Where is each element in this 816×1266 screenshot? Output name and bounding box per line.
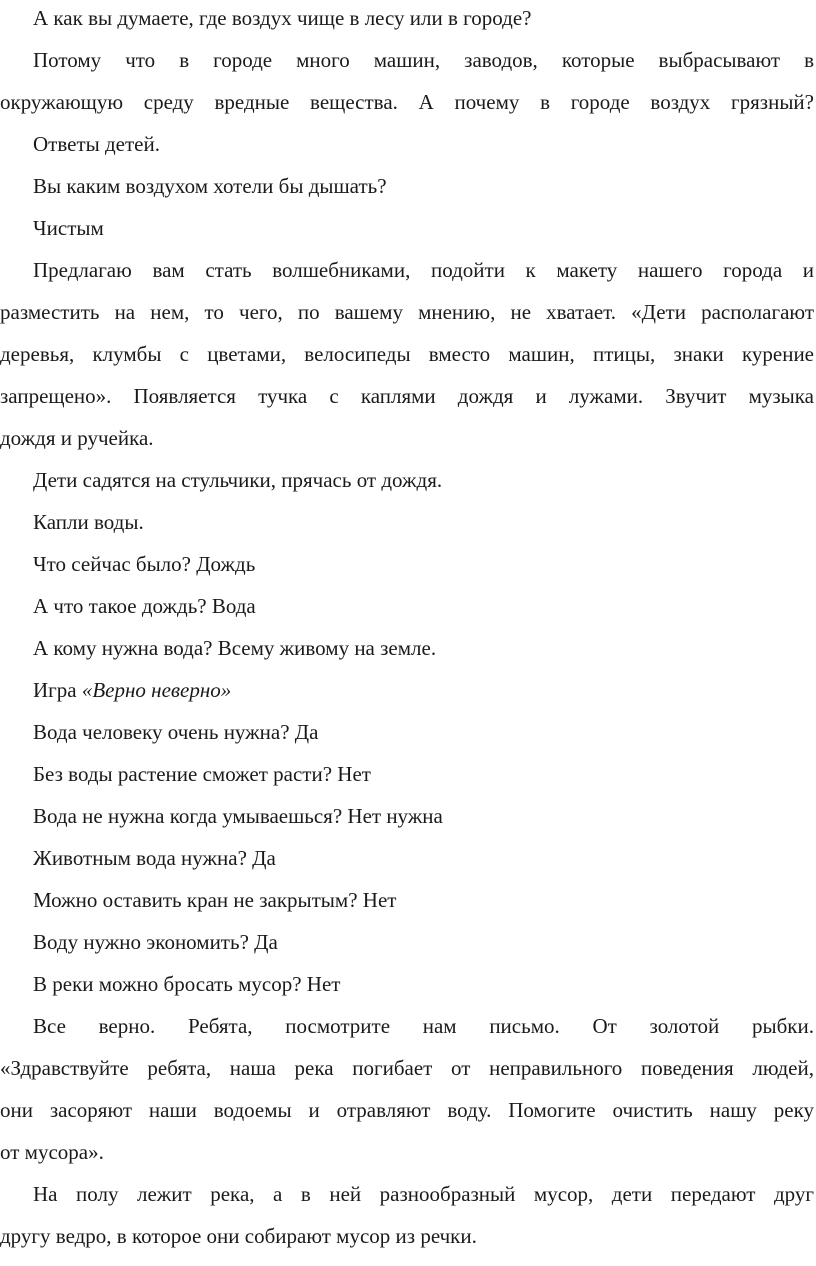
text-line: Предлагаю вам стать волшебниками, подойти к макету нашего города и (33, 258, 814, 282)
text-line: В реки можно бросать мусор? Нет (33, 972, 341, 996)
text-line: Вода человеку очень нужна? Да (33, 720, 319, 744)
text-line: На полу лежит река, а в ней разнообразный мусор, дети передают друг (33, 1182, 814, 1206)
text-line: Животным вода нужна? Да (33, 846, 276, 870)
text-line: деревья, клумбы с цветами, велосипеды вместо машин, птицы, знаки курение (0, 342, 814, 366)
text-line: Что сейчас было? Дождь (33, 552, 256, 576)
text-line: Дети садятся на стульчики, прячась от дождя. (33, 468, 443, 492)
text-line: Потому что в городе много машин, заводов, которые выбрасывают в (33, 48, 814, 72)
text-line: Вода не нужна когда умываешься? Нет нужна (33, 804, 443, 828)
text-line: запрещено». Появляется тучка с каплями дождя и лужами. Звучит музыка (0, 384, 814, 408)
game-label: Игра (33, 678, 77, 702)
text-line: Капли воды. (33, 510, 144, 534)
text-line: Воду нужно экономить? Да (33, 930, 278, 954)
game-name: «Верно неверно» (81, 678, 232, 702)
text-line: Без воды растение сможет расти? Нет (33, 762, 371, 786)
text-line: от мусора». (0, 1140, 104, 1164)
text-line: Чистым (33, 216, 104, 240)
text-line: дождя и ручейка. (0, 426, 154, 450)
text-line: другу ведро, в которое они собирают мусор из речки. (0, 1224, 477, 1248)
text-line: Вы каким воздухом хотели бы дышать? (33, 174, 387, 198)
text-line: Можно оставить кран не закрытым? Нет (33, 888, 397, 912)
game-title-line (0, 669, 814, 711)
text-line: Ответы детей. (33, 132, 160, 156)
text-line: «Здравствуйте ребята, наша река погибает от неправильного поведения людей, (0, 1056, 814, 1080)
text-line: А как вы думаете, где воздух чище в лесу или в городе? (33, 6, 532, 30)
text-line: Все верно. Ребята, посмотрите нам письмо. От золотой рыбки. (33, 1014, 814, 1038)
text-line: А кому нужна вода? Всему живому на земле. (33, 636, 437, 660)
text-line: разместить на нем, то чего, по вашему мнению, не хватает. «Дети располагают (0, 300, 814, 324)
text-line: окружающую среду вредные вещества. А почему в городе воздух грязный? (0, 90, 814, 114)
text-line: А что такое дождь? Вода (33, 594, 256, 618)
text-line: они засоряют наши водоемы и отравляют воду. Помогите очистить нашу реку (0, 1098, 814, 1122)
